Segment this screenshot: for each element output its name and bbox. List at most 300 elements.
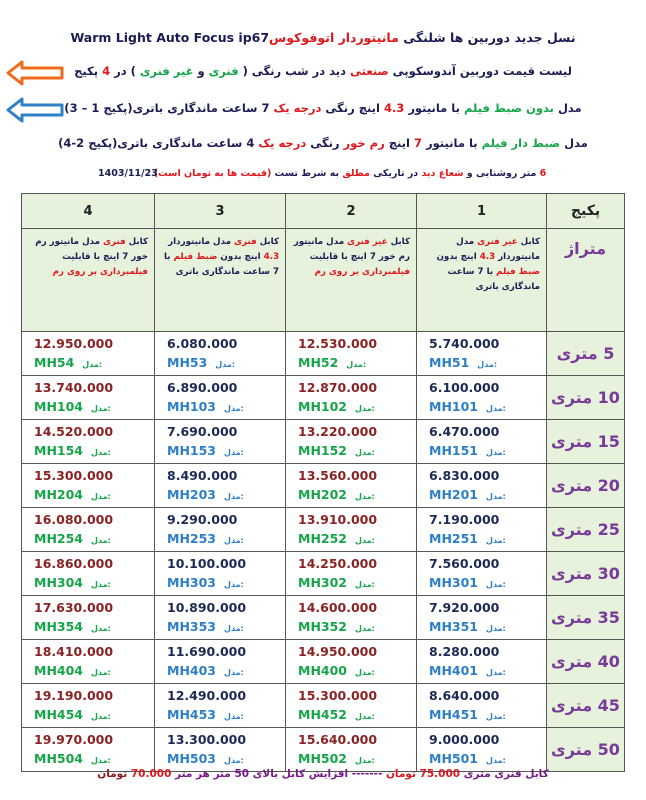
model-label: مدل: [486, 667, 506, 677]
price-value: 7.920.000 [429, 599, 500, 615]
model-code: MH203 [167, 486, 216, 502]
model-code-line [167, 397, 285, 418]
model-label: مدل: [355, 535, 375, 545]
price-value: 16.860.000 [34, 555, 114, 571]
desc-size: 4.3 [479, 252, 496, 262]
price-rows [22, 332, 625, 772]
package-4-header: 4 [22, 194, 155, 229]
model-code-line [167, 485, 285, 506]
l4-film: فیلم [481, 136, 508, 150]
price-cell [286, 332, 417, 376]
l5-text3: به شرط تست [271, 168, 343, 179]
price-value: 6.890.000 [167, 379, 238, 395]
model-code-line [34, 573, 154, 594]
model-label: مدل: [355, 711, 375, 721]
footer-spring: فنری [494, 768, 522, 780]
cable-length-cell: 15 متری [547, 420, 625, 464]
price-cell [22, 596, 155, 640]
l5-text2: در تاریکی [369, 168, 422, 179]
price-cell [417, 684, 547, 728]
price-value: 13.910.000 [298, 511, 378, 527]
model-code-line [298, 397, 416, 418]
l5-currency-note: (قیمت ها به تومان است) [153, 168, 272, 179]
footer-currency: تومان [97, 768, 131, 780]
model-label: مدل: [91, 623, 111, 633]
model-code: MH103 [167, 398, 216, 414]
title-highlight: مانیتوردار اتوفوکوس [269, 30, 399, 45]
model-code-line [298, 529, 416, 550]
price-cell [417, 640, 547, 684]
model-label: مدل: [477, 359, 498, 369]
price-value: 12.530.000 [298, 335, 378, 351]
model-code-line [34, 617, 154, 638]
model-label: مدل: [82, 359, 103, 369]
desc-text: اینچ بدون [217, 252, 264, 262]
price-value: 6.470.000 [429, 423, 500, 439]
length-column-header: متراژ [547, 229, 625, 332]
l2-text2: دید در شب رنگی ( [238, 64, 351, 78]
model-code: MH351 [429, 618, 478, 634]
model-code-line [429, 705, 546, 726]
model-code: MH51 [429, 354, 470, 370]
model-code-line [429, 441, 546, 462]
l3-text: با مانیتور [404, 101, 464, 115]
desc-text: مدل مانیتور رم خور 7 اینچ با قابلیت [35, 237, 148, 262]
model-code-line [298, 749, 416, 770]
model-code: MH454 [34, 706, 83, 722]
table-row [22, 376, 625, 420]
l4-size: 7 [413, 136, 422, 150]
l3-model: مدل [553, 101, 582, 115]
model-label: مدل: [91, 447, 111, 457]
title-line [0, 30, 646, 45]
price-value: 11.690.000 [167, 643, 247, 659]
package-2-description [286, 229, 417, 332]
price-cell [155, 596, 286, 640]
model-code-line [298, 353, 416, 374]
price-value: 5.740.000 [429, 335, 500, 351]
model-code-line [298, 705, 416, 726]
model-code: MH153 [167, 442, 216, 458]
price-cell [22, 376, 155, 420]
l2-text3: ) در [110, 64, 140, 78]
model-label: مدل: [224, 623, 244, 633]
model-code: MH453 [167, 706, 216, 722]
model-code: MH302 [298, 574, 347, 590]
model-label: مدل: [91, 667, 111, 677]
model-code-line [429, 397, 546, 418]
model-code: MH202 [298, 486, 347, 502]
desc-text: با 7 ساعت ماندگاری باتری [447, 267, 540, 292]
model-code-line [429, 485, 546, 506]
price-cell [22, 508, 155, 552]
model-code-line [429, 661, 546, 682]
model-label: مدل: [486, 755, 506, 765]
model-label: مدل: [224, 535, 244, 545]
price-cell [155, 684, 286, 728]
price-cell [417, 552, 547, 596]
price-cell [155, 420, 286, 464]
model-code-line [167, 573, 285, 594]
model-label: مدل: [91, 535, 111, 545]
price-value: 15.300.000 [34, 467, 114, 483]
l5-six: 6 [539, 168, 547, 179]
price-cell [155, 376, 286, 420]
model-code-line [298, 441, 416, 462]
model-code: MH400 [298, 662, 347, 678]
title-text: نسل جدید دوربین ها شلنگی [398, 30, 576, 45]
model-label: مدل: [91, 755, 111, 765]
model-code: MH101 [429, 398, 478, 414]
subtitle-line-3 [0, 101, 646, 115]
price-value: 19.190.000 [34, 687, 114, 703]
price-value: 9.000.000 [429, 731, 500, 747]
model-label: مدل: [355, 403, 375, 413]
l4-ram: رم خور [343, 136, 385, 150]
price-cell [22, 332, 155, 376]
model-code-line [429, 353, 546, 374]
desc-recording: فیلمبرداری بر روی رم [52, 267, 148, 277]
model-code: MH253 [167, 530, 216, 546]
model-code-line [429, 617, 546, 638]
l5-text: متر روشنایی و [463, 168, 540, 179]
l4-model: مدل [560, 136, 588, 150]
model-code: MH504 [34, 750, 83, 766]
model-code: MH254 [34, 530, 83, 546]
l2-spring: فنری [208, 64, 239, 78]
footer-note [0, 768, 646, 780]
price-value: 8.640.000 [429, 687, 500, 703]
price-cell [22, 640, 155, 684]
l4-record: ضبط دار [511, 136, 561, 150]
model-code: MH53 [167, 354, 208, 370]
l2-industrial: صنعتی [350, 64, 389, 78]
cable-length-cell: 5 متری [547, 332, 625, 376]
price-value: 12.950.000 [34, 335, 114, 351]
price-cell [417, 332, 547, 376]
table-row [22, 552, 625, 596]
cable-length-cell: 25 متری [547, 508, 625, 552]
model-label: مدل: [355, 447, 375, 457]
price-value: 13.740.000 [34, 379, 114, 395]
model-label: مدل: [355, 579, 375, 589]
model-code-line [167, 749, 285, 770]
price-value: 13.300.000 [167, 731, 247, 747]
model-code-line [167, 529, 285, 550]
price-cell [155, 508, 286, 552]
model-code: MH503 [167, 750, 216, 766]
price-value: 15.300.000 [298, 687, 378, 703]
subtitle-line-2 [0, 64, 646, 78]
l3-size: 4.3 [383, 101, 405, 115]
l4-text: با مانیتور [421, 136, 482, 150]
model-code: MH251 [429, 530, 478, 546]
model-code-line [429, 749, 546, 770]
desc-text: مدل مانیتوردار [168, 237, 235, 247]
model-code: MH154 [34, 442, 83, 458]
price-value: 6.080.000 [167, 335, 238, 351]
desc-text: کابل [517, 237, 540, 247]
price-value: 6.830.000 [429, 467, 500, 483]
price-value: 10.890.000 [167, 599, 247, 615]
model-code: MH201 [429, 486, 478, 502]
footer-text: ------- افزایش کابل بالای 50 متر هر متر [171, 768, 386, 780]
l2-count: 4 [102, 64, 111, 78]
model-label: مدل: [91, 711, 111, 721]
l4-color: رنگی [306, 136, 344, 150]
table-row [22, 332, 625, 376]
price-value: 13.560.000 [298, 467, 378, 483]
l3-grade: درجه یک [273, 101, 322, 115]
model-code: MH304 [34, 574, 83, 590]
table-row [22, 596, 625, 640]
price-value: 14.250.000 [298, 555, 378, 571]
desc-text: کابل [125, 237, 148, 247]
model-code-line [298, 573, 416, 594]
model-label: مدل: [224, 579, 244, 589]
package-column-header: پکیج [547, 194, 625, 229]
model-label: مدل: [355, 755, 375, 765]
desc-cable-type: غیر فنری [347, 237, 388, 247]
price-table [21, 193, 625, 772]
price-cell [286, 508, 417, 552]
price-value: 7.690.000 [167, 423, 238, 439]
model-code: MH401 [429, 662, 478, 678]
price-cell [22, 464, 155, 508]
price-cell [286, 684, 417, 728]
l2-and: و [193, 64, 209, 78]
model-code: MH353 [167, 618, 216, 634]
model-label: مدل: [486, 403, 506, 413]
cable-length-cell: 40 متری [547, 640, 625, 684]
price-value: 12.490.000 [167, 687, 247, 703]
price-cell [155, 464, 286, 508]
model-code-line [34, 749, 154, 770]
l2-text: لیست قیمت دوربین آندوسکوپی [388, 64, 572, 78]
price-value: 16.080.000 [34, 511, 114, 527]
l3-norecord: بدون ضبط فیلم [463, 101, 554, 115]
model-code-line [429, 573, 546, 594]
model-label: مدل: [91, 579, 111, 589]
cable-length-cell: 50 متری [547, 728, 625, 772]
model-code-line [167, 705, 285, 726]
price-cell [286, 640, 417, 684]
model-code: MH54 [34, 354, 75, 370]
table-header-row [22, 194, 625, 229]
subtitle-line-4 [0, 136, 646, 150]
l5-absolute: مطلق [342, 168, 370, 179]
model-code-line [167, 661, 285, 682]
model-code: MH52 [298, 354, 339, 370]
l5-radius: شعاع دید [421, 168, 464, 179]
price-cell [417, 376, 547, 420]
cable-length-cell: 45 متری [547, 684, 625, 728]
model-code-line [34, 529, 154, 550]
model-code: MH352 [298, 618, 347, 634]
model-label: مدل: [224, 711, 244, 721]
desc-cable-type: غیر فنری [477, 237, 518, 247]
price-cell [22, 728, 155, 772]
model-code: MH303 [167, 574, 216, 590]
desc-text: اینچ بدون [436, 252, 480, 262]
price-value: 14.950.000 [298, 643, 378, 659]
model-code-line [298, 617, 416, 638]
desc-cable-type: فنری [103, 237, 126, 247]
footer-text: کابل [521, 768, 549, 780]
desc-cable-type: فنری [234, 237, 257, 247]
model-code: MH152 [298, 442, 347, 458]
model-code-line [34, 705, 154, 726]
date-label: 1403/11/23 [98, 168, 158, 179]
package-3-description [155, 229, 286, 332]
model-code-line [429, 529, 546, 550]
model-code: MH451 [429, 706, 478, 722]
model-code: MH354 [34, 618, 83, 634]
l3-battery: 7 ساعت ماندگاری باتری(پکیج 1 – 3) [64, 101, 274, 115]
package-2-header: 2 [286, 194, 417, 229]
price-value: 14.600.000 [298, 599, 378, 615]
table-row [22, 420, 625, 464]
model-label: مدل: [224, 491, 244, 501]
title-english: Warm Light Auto Focus ip67 [70, 30, 270, 45]
desc-recording: فیلمبرداری بر روی رم [314, 267, 410, 277]
l3-text2: اینچ رنگی [321, 101, 384, 115]
price-value: 18.410.000 [34, 643, 114, 659]
model-code-line [34, 397, 154, 418]
model-code: MH501 [429, 750, 478, 766]
footer-price1: 75.000 [419, 768, 461, 780]
model-code-line [298, 661, 416, 682]
l4-grade: درجه یک [258, 136, 307, 150]
model-code-line [34, 441, 154, 462]
cable-length-cell: 10 متری [547, 376, 625, 420]
price-value: 14.520.000 [34, 423, 114, 439]
price-value: 15.640.000 [298, 731, 378, 747]
l4-battery: 4 ساعت ماندگاری باتری(پکیج 2-4) [58, 136, 259, 150]
model-code: MH104 [34, 398, 83, 414]
footer-text: متری [460, 768, 495, 780]
model-code: MH301 [429, 574, 478, 590]
table-row [22, 684, 625, 728]
desc-size: 4.3 [263, 252, 279, 262]
price-cell [417, 596, 547, 640]
desc-text: مدل مانیتوردار [456, 237, 540, 262]
price-cell [155, 640, 286, 684]
l2-nonspring: غیر فنری [139, 64, 194, 78]
price-value: 8.490.000 [167, 467, 238, 483]
price-value: 7.560.000 [429, 555, 500, 571]
table-row [22, 464, 625, 508]
price-cell [286, 552, 417, 596]
model-code: MH502 [298, 750, 347, 766]
model-label: مدل: [486, 535, 506, 545]
model-code: MH404 [34, 662, 83, 678]
model-label: مدل: [224, 403, 244, 413]
price-value: 10.100.000 [167, 555, 247, 571]
price-cell [417, 728, 547, 772]
l4-inch: اینچ [384, 136, 414, 150]
price-value: 9.290.000 [167, 511, 238, 527]
model-label: مدل: [355, 667, 375, 677]
model-label: مدل: [355, 491, 375, 501]
price-cell [22, 552, 155, 596]
price-value: 17.630.000 [34, 599, 114, 615]
model-code-line [34, 661, 154, 682]
model-code: MH403 [167, 662, 216, 678]
model-label: مدل: [224, 755, 244, 765]
model-code: MH252 [298, 530, 347, 546]
package-3-header: 3 [155, 194, 286, 229]
price-cell [417, 420, 547, 464]
model-code: MH452 [298, 706, 347, 722]
model-label: مدل: [224, 667, 244, 677]
model-code-line [34, 485, 154, 506]
desc-text: با 7 ساعت ماندگاری باتری [163, 252, 279, 277]
model-label: مدل: [486, 579, 506, 589]
cable-length-cell: 35 متری [547, 596, 625, 640]
price-cell [417, 508, 547, 552]
model-label: مدل: [486, 491, 506, 501]
model-label: مدل: [224, 447, 244, 457]
l2-package: پکیج [74, 64, 103, 78]
model-code-line [167, 353, 285, 374]
price-cell [155, 332, 286, 376]
price-cell [22, 420, 155, 464]
price-cell [155, 552, 286, 596]
description-row [22, 229, 625, 332]
model-label: مدل: [346, 359, 367, 369]
model-code-line [298, 485, 416, 506]
desc-text: کابل [387, 237, 410, 247]
price-value: 7.190.000 [429, 511, 500, 527]
desc-text: مدل مانیتور رم خور 7 اینچ با قابلیت [293, 237, 410, 262]
price-value: 12.870.000 [298, 379, 378, 395]
model-label: مدل: [486, 623, 506, 633]
model-code: MH151 [429, 442, 478, 458]
price-value: 6.100.000 [429, 379, 500, 395]
package-1-header: 1 [417, 194, 547, 229]
price-cell [286, 596, 417, 640]
model-code-line [167, 617, 285, 638]
table-row [22, 728, 625, 772]
price-cell [417, 464, 547, 508]
price-value: 8.280.000 [429, 643, 500, 659]
desc-norecord: ضبط فیلم [496, 267, 540, 277]
model-code: MH102 [298, 398, 347, 414]
price-value: 19.970.000 [34, 731, 114, 747]
table-row [22, 508, 625, 552]
price-cell [286, 728, 417, 772]
price-cell [286, 420, 417, 464]
cable-length-cell: 20 متری [547, 464, 625, 508]
model-label: مدل: [215, 359, 236, 369]
package-1-description [417, 229, 547, 332]
model-label: مدل: [91, 403, 111, 413]
table-row [22, 640, 625, 684]
desc-norecord: ضبط فیلم [173, 252, 218, 262]
model-code-line [34, 353, 154, 374]
model-label: مدل: [486, 711, 506, 721]
desc-text: کابل [256, 237, 279, 247]
footer-price2: 70.000 [130, 768, 172, 780]
package-4-description [22, 229, 155, 332]
price-cell [155, 728, 286, 772]
footer-currency: تومان [385, 768, 420, 780]
price-cell [22, 684, 155, 728]
model-label: مدل: [355, 623, 375, 633]
price-cell [286, 464, 417, 508]
price-value: 13.220.000 [298, 423, 378, 439]
